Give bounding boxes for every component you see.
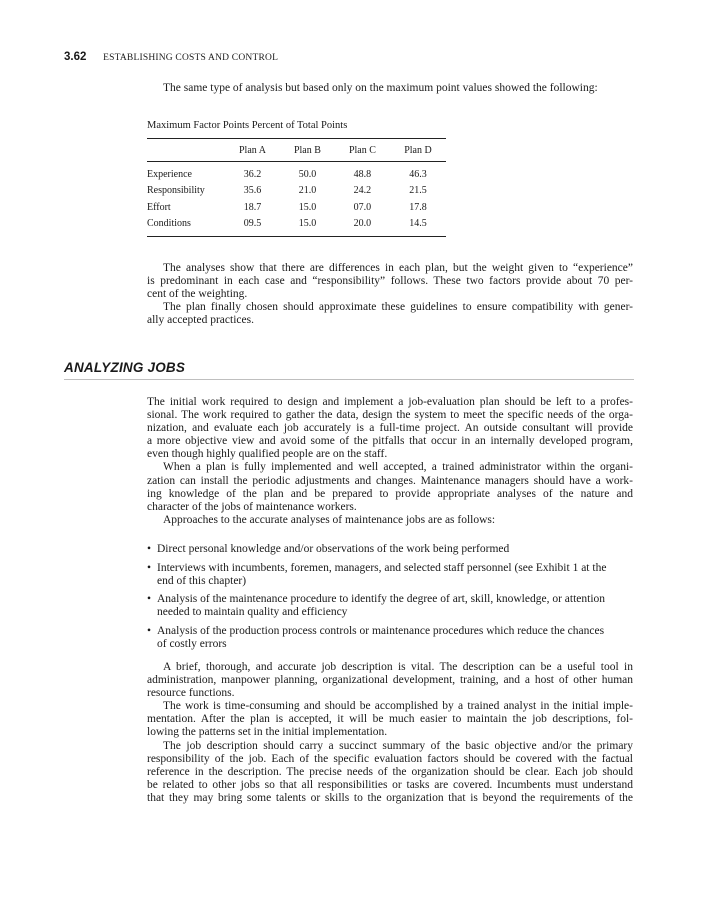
table-cell: 48.8 bbox=[353, 168, 372, 180]
text-line: The analyses show that there are differences in each plan, but the weight given to “experience” bbox=[163, 262, 633, 274]
table-cell: 07.0 bbox=[353, 201, 372, 213]
text-line: Approaches to the accurate analyses of maintenance jobs are as follows: bbox=[163, 513, 496, 526]
text-line: The initial work required to design and implement a job-evaluation plan should be left to a profes- bbox=[147, 396, 633, 408]
table-cell: 09.5 bbox=[243, 218, 262, 230]
text-line: is predominant in each case and “responsibility” follows. These two factors provide about 70 per- bbox=[147, 275, 633, 288]
table-row bbox=[147, 183, 446, 200]
table-cell: 17.8 bbox=[409, 201, 427, 213]
running-title: ESTABLISHING COSTS AND CONTROL bbox=[103, 53, 279, 63]
text-line: zation can install the periodic adjustments and changes. Maintenance managers should have a work- bbox=[147, 474, 633, 487]
table-cell: 15.0 bbox=[298, 218, 317, 230]
list-item bbox=[147, 562, 633, 588]
bullet-icon: • bbox=[147, 561, 152, 574]
text-line: The work is time-consuming and should be accomplished by a trained analyst in the initial imple- bbox=[163, 700, 633, 713]
bullet-icon: • bbox=[147, 543, 152, 555]
running-header bbox=[64, 51, 278, 63]
section-divider bbox=[64, 379, 634, 380]
table-row bbox=[147, 162, 446, 183]
column-header-plan-d: Plan D bbox=[404, 144, 432, 156]
approaches-list bbox=[147, 543, 633, 657]
bullet-icon: • bbox=[147, 624, 152, 637]
text-line: that they may bring some talents or skills to the organization that is beyond the requirements of the bbox=[147, 791, 633, 804]
table-cell: 24.2 bbox=[353, 185, 372, 197]
column-header-plan-a: Plan A bbox=[239, 144, 266, 156]
text-line: responsibility of the job. Each of the specific evaluation factors should be covered with the factual bbox=[147, 752, 633, 765]
text-line: be related to other jobs so that all responsibilities or tasks are covered. Incumbents must understand bbox=[147, 778, 633, 791]
row-label: Effort bbox=[147, 201, 171, 213]
table-header-row bbox=[147, 139, 446, 162]
text-line: Analysis of the maintenance procedure to identify the degree of art, skill, knowledge, or attention bbox=[157, 593, 606, 606]
table-cell: 18.7 bbox=[243, 201, 262, 213]
text-line: ing knowledge of the plan and be prepared to provide appropriate analyses of the nature and bbox=[147, 487, 633, 500]
table-cell: 21.0 bbox=[298, 185, 317, 197]
text-line: nization, and evaluate each job accurately is a full-time project. An outside consultant will provide bbox=[147, 422, 633, 435]
list-item bbox=[147, 593, 633, 619]
table-cell: 35.6 bbox=[243, 185, 262, 197]
table-cell: 36.2 bbox=[243, 168, 262, 180]
table-cell: 20.0 bbox=[353, 218, 372, 230]
text-line: a more objective view and avoid some of the pitfalls that occur in an internally developed program, bbox=[147, 435, 633, 448]
text-line: resource functions. bbox=[147, 687, 235, 700]
text-line: lowing the patterns set in the initial implementation. bbox=[147, 726, 388, 739]
page-number: 3.62 bbox=[64, 51, 87, 63]
section-heading: ANALYZING JOBS bbox=[64, 360, 186, 375]
list-item bbox=[147, 625, 633, 651]
text-line: A brief, thorough, and accurate job description is vital. The description can be a useful tool in bbox=[163, 661, 633, 673]
table-cell: 14.5 bbox=[409, 218, 427, 230]
intro-sentence: The same type of analysis but based only on the maximum point values showed the following: bbox=[163, 82, 598, 94]
text-line: When a plan is fully implemented and well accepted, a trained administrator within the organi- bbox=[163, 461, 633, 474]
table-cell: 21.5 bbox=[409, 185, 427, 197]
analyzing-jobs-paragraph bbox=[147, 396, 633, 527]
table-cell: 46.3 bbox=[409, 168, 427, 180]
text-line: reference in the description. The precise needs of the organization should be clear. Each job should bbox=[147, 765, 633, 778]
text-line: cent of the weighting. bbox=[147, 288, 248, 301]
table-cell: 50.0 bbox=[298, 168, 317, 180]
column-header-plan-c: Plan C bbox=[348, 144, 376, 156]
text-line: sional. The work required to gather the data, design the system to meet the specific needs of the orga- bbox=[147, 409, 633, 422]
row-label: Experience bbox=[147, 168, 192, 180]
list-item bbox=[147, 543, 633, 556]
text-line: end of this chapter) bbox=[157, 574, 247, 587]
text-line: character of the jobs of maintenance workers. bbox=[147, 500, 357, 513]
table-row bbox=[147, 199, 446, 216]
text-line: The job description should carry a succinct summary of the basic objective and/or the primary bbox=[163, 739, 633, 752]
table-cell: 15.0 bbox=[298, 201, 317, 213]
factor-points-table bbox=[147, 138, 446, 237]
row-label: Conditions bbox=[147, 218, 191, 230]
text-line: even though highly qualified people are on the staff. bbox=[147, 448, 388, 461]
column-header bbox=[147, 139, 225, 162]
job-description-paragraph bbox=[147, 661, 633, 805]
text-line: ally accepted practices. bbox=[147, 314, 254, 327]
text-line: Analysis of the production process controls or maintenance procedures which reduce the chances bbox=[157, 624, 605, 637]
text-line: Interviews with incumbents, foremen, managers, and selected staff personnel (see Exhibit 1 at the bbox=[157, 561, 607, 574]
text-line: mentation. After the plan is accepted, it will be much easier to maintain the job descriptions, fol- bbox=[147, 713, 633, 726]
text-line: administration, manpower planning, organizational development, training, and a host of other human bbox=[147, 674, 633, 687]
column-header-plan-b: Plan B bbox=[293, 144, 321, 156]
text-line: The plan finally chosen should approximate these guidelines to ensure compatibility with gener- bbox=[163, 301, 633, 314]
analysis-paragraph bbox=[147, 262, 633, 327]
row-label: Responsibility bbox=[147, 185, 205, 197]
table-row bbox=[147, 216, 446, 237]
bullet-icon: • bbox=[147, 593, 152, 606]
table-caption: Maximum Factor Points Percent of Total Points bbox=[147, 120, 348, 131]
text-line: Direct personal knowledge and/or observations of the work being performed bbox=[157, 543, 510, 555]
text-line: of costly errors bbox=[157, 638, 227, 651]
text-line: needed to maintain quality and efficiency bbox=[157, 606, 348, 619]
